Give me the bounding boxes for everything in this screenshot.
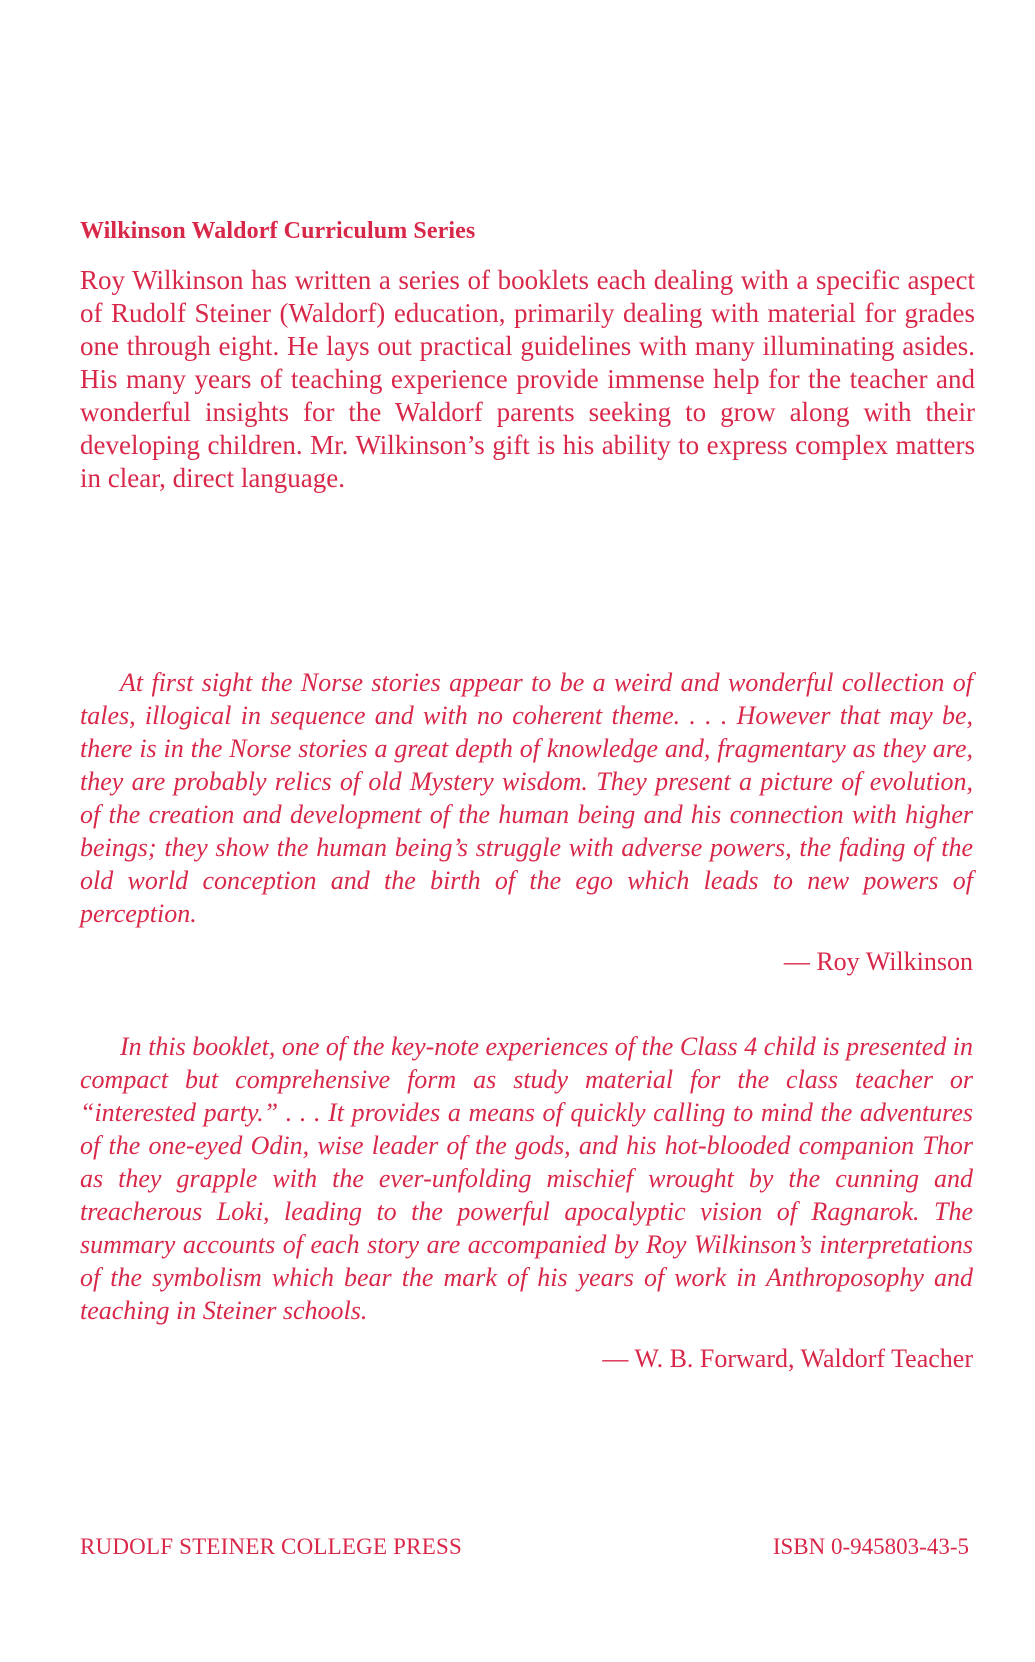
isbn-number: ISBN 0-945803-43-5 xyxy=(772,1534,969,1559)
quote-booklet-review: In this booklet, one of the key-note experiences of the Class 4 child is presented in compact but comprehensive form as study material for the class teacher or “interested party.” . . . It provides a means of quickly calling to mind the adventures of the one-eyed Odin, wise leader of the gods, and his hot-blooded companion Thor as they grapple with the ever-unfolding mischief wrought by the cunning and treacherous Loki, leading to the powerful apocalyptic vision of Ragnarok. The summary accounts of each story are accompanied by Roy Wilkinson’s interpretations of the symbolism which bear the mark of his years of work in Anthroposophy and teaching in Steiner schools. xyxy=(80,1032,973,1325)
quote-attribution-forward: — W. B. Forward, Waldorf Teacher xyxy=(602,1344,973,1373)
series-description: Roy Wilkinson has written a series of booklets each dealing with a specific aspect of Rudolf Steiner (Waldorf) education, primarily dealing with material for grades one through eight. He lays out practical guidelines with many illuminating asides. His many years of teaching experience provide immense help for the teacher and wonderful insights for the Waldorf parents seeking to grow along with their developing children. Mr. Wilkinson’s gift is his ability to express complex matters in clear, direct language. xyxy=(80,265,975,493)
quote-norse-stories: At first sight the Norse stories appear to be a weird and wonderful collection of tales, illogical in sequence and with no coherent theme. . . . However that may be, there is in the Norse stories a great depth of knowledge and, fragmentary as they are, they are probably relics of old Mystery wisdom. They present a picture of evolution, of the creation and development of the human being and his connection with higher beings; they show the human being’s struggle with adverse powers, the fading of the old world conception and the birth of the ego which leads to new powers of perception. xyxy=(80,668,973,928)
quote-attribution-roy-wilkinson: — Roy Wilkinson xyxy=(783,947,973,976)
publisher-name: RUDOLF STEINER COLLEGE PRESS xyxy=(80,1534,462,1559)
series-heading: Wilkinson Waldorf Curriculum Series xyxy=(80,218,476,244)
